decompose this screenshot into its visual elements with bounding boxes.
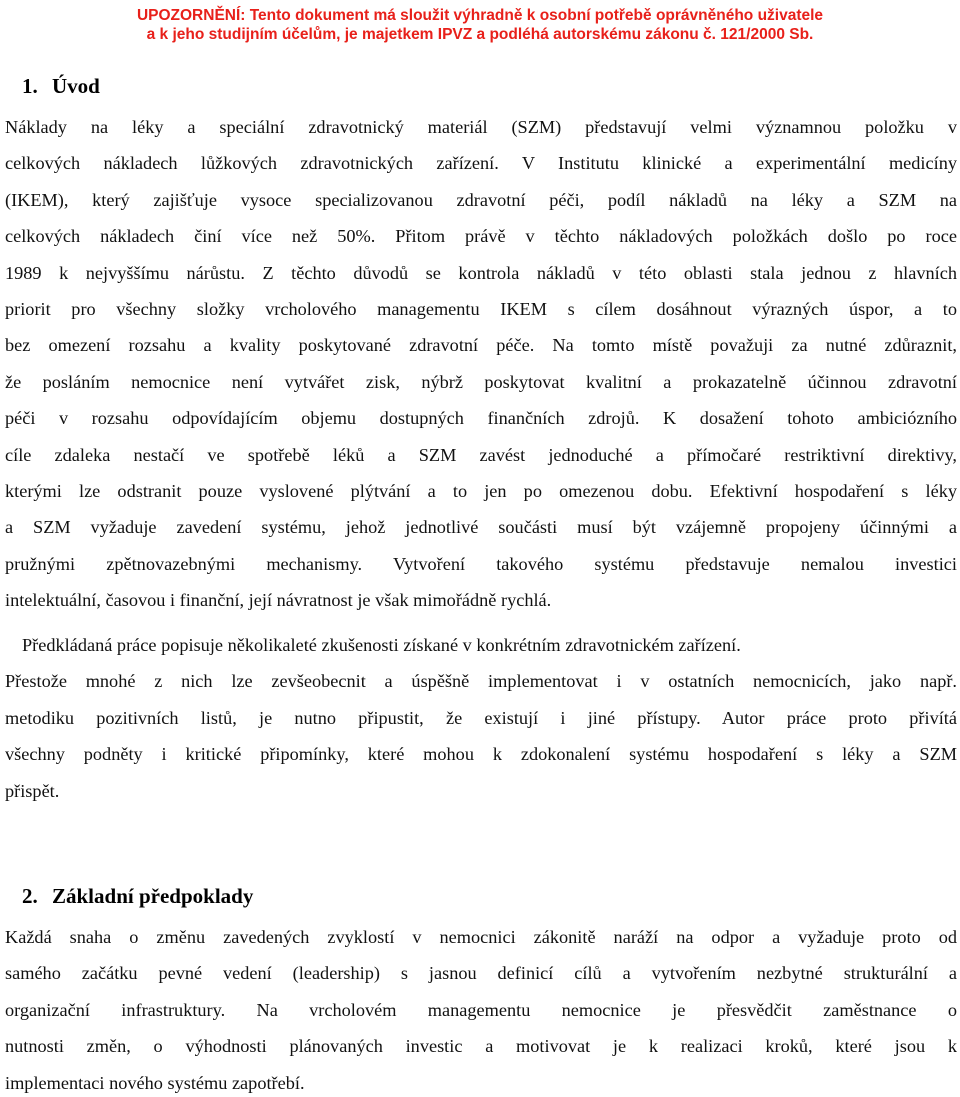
copyright-notice-line-1: UPOZORNĚNÍ: Tento dokument má sloužit výhradně k osobní potřebě oprávněného uživatele	[136, 7, 824, 24]
text-line: nutnosti změn, o výhodnosti plánovaných investic a motivovat je k realizaci kroků, které jsou k	[5, 1036, 957, 1057]
section-2-paragraph-1	[5, 919, 957, 1097]
text-line: (IKEM), který zajišťuje vysoce specializovanou zdravotní péči, podíl nákladů na léky a SZM na	[5, 189, 957, 210]
section-1-title: Úvod	[52, 74, 100, 98]
copyright-notice	[0, 6, 960, 44]
section-2-title: Základní předpoklady	[52, 884, 254, 908]
text-line: Přestože mnohé z nich lze zevšeobecnit a úspěšně implementovat i v ostatních nemocnicích, jako např.	[5, 671, 957, 692]
text-line: Náklady na léky a speciální zdravotnický materiál (SZM) představují velmi významnou položku v	[5, 117, 957, 137]
text-line: 1989 k nejvyššímu nárůstu. Z těchto důvodů se kontrola nákladů v této oblasti stala jednou z hlavních	[5, 262, 957, 283]
text-line: péči v rozsahu odpovídajícím objemu dostupných finančních zdrojů. K dosažení tohoto ambiciózního	[5, 408, 957, 429]
text-line: Předkládaná práce popisuje několikaleté zkušenosti získané v konkrétním zdravotnickém zařízení.	[22, 635, 741, 655]
text-line: implementaci nového systému zapotřebí.	[5, 1072, 305, 1093]
text-line: organizační infrastruktury. Na vrcholovém managementu nemocnice je přesvědčit zaměstnance o	[5, 999, 957, 1020]
text-line: pružnými zpětnovazebnými mechanismy. Vytvoření takového systému představuje nemalou investici	[5, 553, 957, 574]
text-line: přispět.	[5, 780, 60, 801]
text-line: bez omezení rozsahu a kvality poskytované zdravotní péče. Na tomto místě považuji za nutné zdůraznit,	[5, 335, 957, 356]
text-line: intelektuální, časovou i finanční, její návratnost je však mimořádně rychlá.	[5, 590, 552, 611]
text-line: celkových nákladech činí více než 50%. Přitom právě v těchto nákladových položkách došlo po roce	[5, 226, 957, 247]
text-line: a SZM vyžaduje zavedení systému, jehož jednotlivé součásti musí být vzájemně propojeny účinnými a	[5, 517, 957, 538]
text-line: všechny podněty i kritické připomínky, které mohou k zdokonalení systému hospodaření s léky a SZM	[5, 744, 957, 765]
text-line: celkových nákladech lůžkových zdravotnických zařízení. V Institutu klinické a experimentální medicíny	[5, 153, 957, 174]
section-1-heading	[22, 74, 100, 99]
section-1-paragraph-2	[5, 627, 957, 809]
section-1-number: 1.	[22, 74, 38, 98]
text-line: samého začátku pevné vedení (leadership) s jasnou definicí cílů a vytvořením nezbytné strukturální a	[5, 963, 957, 984]
copyright-notice-line-2: a k jeho studijním účelům, je majetkem IPVZ a podléhá autorskému zákonu č. 121/2000 Sb.	[146, 26, 814, 43]
text-line: že posláním nemocnice není vytvářet zisk, nýbrž poskytovat kvalitní a prokazatelně účinnou zdravotní	[5, 371, 957, 392]
section-1-paragraph-1	[5, 109, 957, 618]
section-2-heading	[22, 884, 253, 909]
text-line: priorit pro všechny složky vrcholového managementu IKEM s cílem dosáhnout výrazných úspor, a to	[5, 298, 957, 319]
text-line: kterými lze odstranit pouze vyslovené plýtvání a to jen po omezenou dobu. Efektivní hospodaření s léky	[5, 480, 957, 501]
text-line: Každá snaha o změnu zavedených zvyklostí v nemocnici zákonitě naráží na odpor a vyžaduje proto od	[5, 927, 957, 947]
text-line: cíle zdaleka nestačí ve spotřebě léků a SZM zavést jednoduché a přímočaré restriktivní direktivy,	[5, 444, 957, 465]
text-line: metodiku pozitivních listů, je nutno připustit, že existují i jiné přístupy. Autor práce proto přivítá	[5, 707, 957, 728]
section-2-number: 2.	[22, 884, 38, 908]
